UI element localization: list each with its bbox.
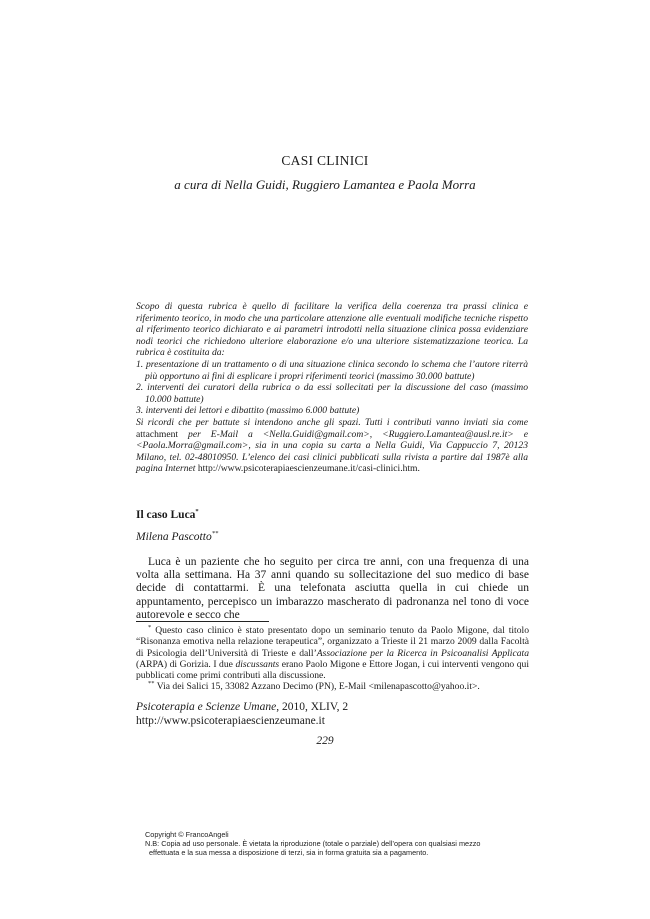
article-author-footnote-mark: ** [211,530,219,538]
article-author-name: Milena Pascotto [136,531,212,543]
journal-url[interactable]: http://www.psicoterapiaescienzeumane.it [136,714,325,727]
page-number: 229 [316,735,334,747]
footnote-2-text: Via dei Salici 15, 33082 Azzano Decimo (PN), E-Mail <milenapascotto@yahoo.it>. [154,681,480,693]
copyright-line-1: Copyright © FrancoAngeli [145,830,229,839]
casi-clinici-link[interactable]: http://www.psicoterapiaescienzeumane.it/casi-clinici.htm. [197,463,420,475]
article-author [136,531,218,543]
journal-line [136,701,348,715]
body-paragraph: Luca è un paziente che ho seguito per circa tre anni, con una frequenza di una volta alla settimana. Ha 37 anni quando su sollecitazione del suo medico di base decide di contattarmi. È una telefonata asciutta quella in cui chiede un appuntamento, percepisco un imbarazzo mascherato di padronanza nel tono di voce autorevole e secco che [136,556,529,621]
footnote-1-association: Associazione per la Ricerca in Psicoanalisi Applicata [316,647,529,659]
footnote-1-text-e: erano Paolo Migone e Ettore Jogan, i cui interventi vengono qui pubblicati come primi contributi alla discussione. [136,658,529,682]
journal-citation [136,701,348,728]
copyright-notice [145,830,525,858]
section-editors: a cura di Nella Guidi, Ruggiero Lamantea e Paola Morra [174,177,476,192]
footnote-1-discussants: discussants [235,658,280,670]
attachment-word: attachment [136,428,179,440]
copyright-line-3: effettuata e la sua messa a disposizione di terzi, sia in forma gratuita sia a pagamento. [149,848,429,858]
copyright-line-2: N.B: Copia ad uso personale. È vietata la riproduzione (totale o parziale) dell’opera con qualsiasi mezzo [145,839,481,849]
intro-list-item-1: 1. presentazione di un trattamento o di una situazione clinica secondo lo schema che l’autore riterrà più opportuno ai fini di esplicare i propri riferimenti teorici (massimo 30.000 battute) [136,358,528,382]
rubric-intro [136,301,528,475]
submission-text-a: Si ricordi che per battute si intendono anche gli spazi. Tutti i contributi vanno inviati sia come [136,416,528,428]
article-title-text: Il caso Luca [136,509,196,521]
footnote-1-text-c: (ARPA) di Gorizia. I due [136,658,236,670]
footnote-divider [136,621,269,622]
journal-title: Psicoterapia e Scienze Umane [136,701,277,713]
intro-paragraph: Scopo di questa rubrica è quello di facilitare la verifica della coerenza tra prassi clinica e riferimento teorico, in modo che una particolare attenzione alle eventuali modifiche tecniche rispetto al riferimento teorico dichiarato e ai parametri introdotti nella situazione clinica possa evidenziare nodi teorici che richiedono ulteriore elaborazione e/o una ulteriore sistematizzazione teorica. La rubrica è costituita da: [136,301,528,359]
section-title: CASI CLINICI [281,153,369,168]
submission-paragraph [136,417,528,475]
article-title-footnote-mark: * [195,508,199,516]
intro-list-item-2: 2. interventi dei curatori della rubrica o da essi sollecitati per la discussione del caso (massimo 10.000 battute) [136,382,528,405]
submission-text-c: per E-Mail a <Nella.Guidi@gmail.com>, <Ruggiero.Lamantea@ausl.re.it> e <Paola.Morra@gmail.com>, sia in una copia su carta a Nella Guidi, Via Cappuccio 7, 20123 Milano, tel. 02-48010950. L’elenco dei casi clinici pubblicati sulla rivista a partire dal 1987è alla pagina Internet [136,428,528,475]
footnote-2 [136,681,529,692]
footnote-1 [136,625,529,681]
footnote-1-mark: * [148,623,152,631]
article-title [136,509,199,521]
footnote-2-mark: ** [148,680,155,688]
intro-list-item-3: 3. interventi dei lettori e dibattito (massimo 6.000 battute) [136,405,360,417]
article-body [136,556,529,622]
footnotes [136,625,529,693]
footnote-1-text-a: Questo caso clinico è stato presentato dopo un seminario tenuto da Paolo Migone, dal titolo “Risonanza emotiva nella relazione terapeutica”, organizzato a Trieste il 21 marzo 2009 dalla Facoltà di Psicologia dell’Università di Trieste e dall’ [136,625,529,659]
journal-info: , 2010, XLIV, 2 [276,701,349,713]
